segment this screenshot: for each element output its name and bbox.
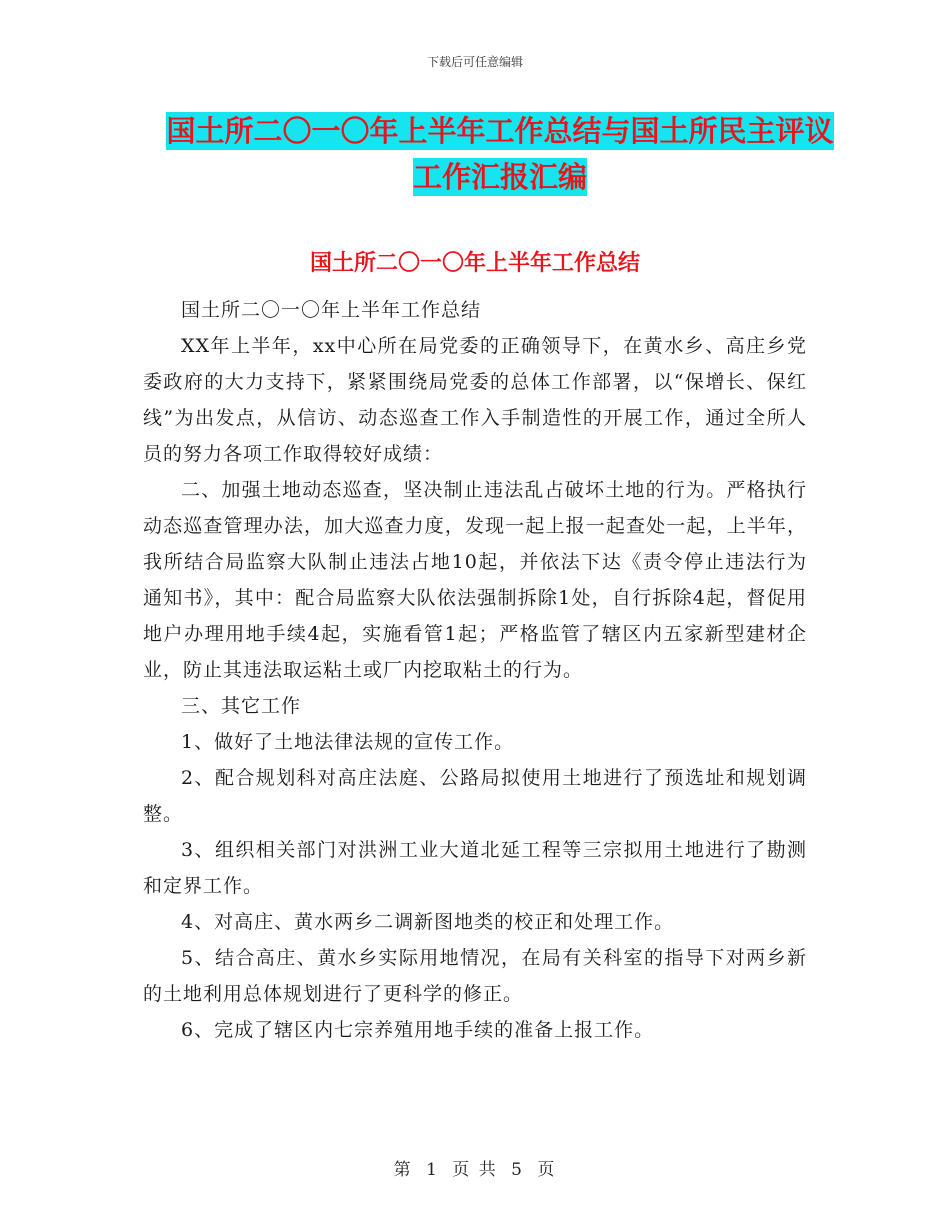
footer-middle: 页 共 [452, 1160, 498, 1180]
paragraph: 2、配合规划科对高庄法庭、公路局拟使用土地进行了预选址和规划调整。 [143, 767, 807, 825]
page-footer [0, 1155, 950, 1180]
paragraph: 4、对高庄、黄水两乡二调新图地类的校正和处理工作。 [181, 911, 675, 933]
header-note: 下载后可任意编辑 [426, 55, 523, 69]
footer-prefix: 第 [393, 1160, 413, 1180]
document-title-line-1: 国土所二〇一〇年上半年工作总结与国土所民主评议 [166, 114, 834, 148]
paragraph: 5、结合高庄、黄水乡实际用地情况，在局有关科室的指导下对两乡新的土地利用总体规划进行了更科学的修正。 [143, 947, 807, 1005]
paragraph: 国土所二〇一〇年上半年工作总结 [181, 299, 482, 321]
document-title-line-2: 工作汇报汇编 [412, 160, 587, 194]
paragraph: 1、做好了土地法律法规的宣传工作。 [181, 731, 515, 753]
current-page-number: 1 [426, 1160, 439, 1180]
document-title [140, 108, 860, 200]
paragraph: XX年上半年，xx中心所在局党委的正确领导下，在黄水乡、高庄乡党委政府的大力支持下，紧紧围绕局党委的总体工作部署，以“保增长、保红线”为出发点，从信访、动态巡查工作入手制造性的开展工作，通过全所人员的努力各项工作取得较好成绩： [143, 335, 807, 465]
paragraph: 6、完成了辖区内七宗养殖用地手续的准备上报工作。 [181, 1019, 655, 1041]
paragraph: 二、加强土地动态巡查，坚决制止违法乱占破坏土地的行为。严格执行动态巡查管理办法，加大巡查力度，发现一起上报一起查处一起，上半年，我所结合局监察大队制止违法占地10起，并依法下达《责令停止违法行为通知书》，其中：配合局监察大队依法强制拆除1处，自行拆除4起，督促用地户办理用地手续4起，实施看管1起；严格监管了辖区内五家新型建材企业，防止其违法取运粘土或厂内挖取粘土的行为。 [143, 479, 807, 681]
section-title: 国土所二〇一〇年上半年工作总结 [309, 251, 640, 276]
footer-suffix: 页 [537, 1160, 557, 1180]
paragraph: 三、其它工作 [181, 695, 302, 717]
total-page-count: 5 [511, 1160, 524, 1180]
document-body [143, 292, 807, 1048]
paragraph: 3、组织相关部门对洪洲工业大道北延工程等三宗拟用土地进行了勘测和定界工作。 [143, 839, 807, 897]
